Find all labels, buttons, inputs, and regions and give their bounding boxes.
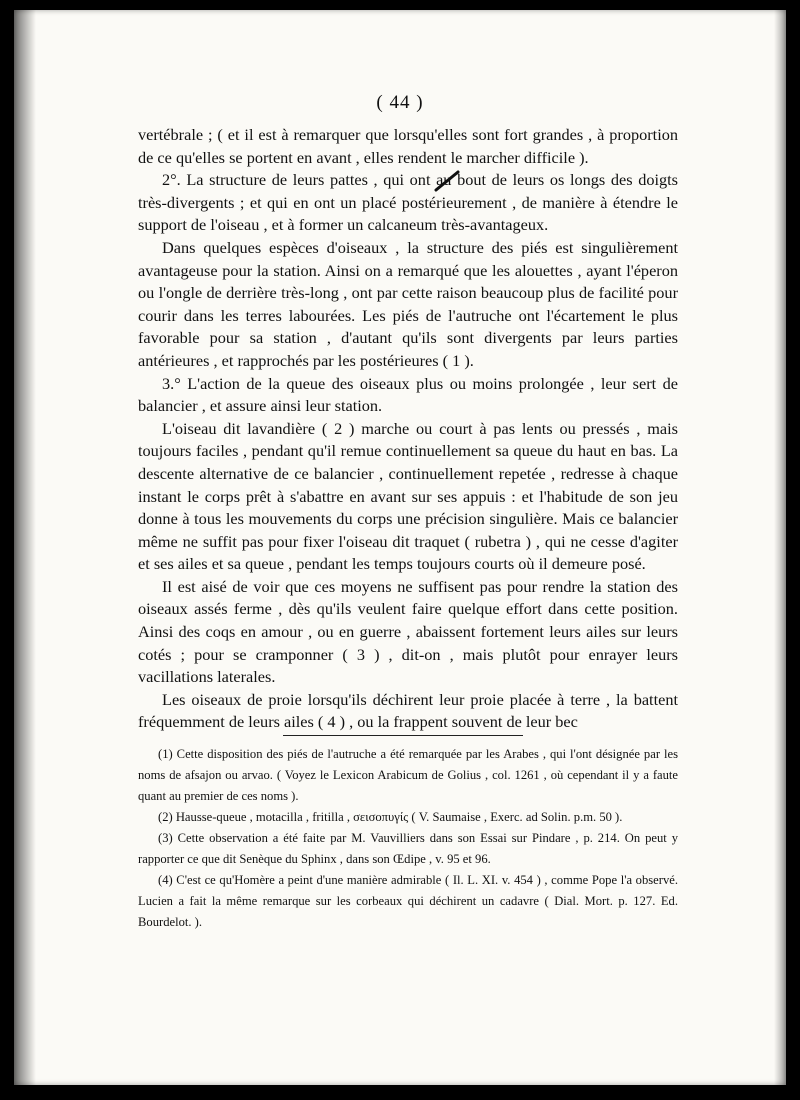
footnote: (3) Cette observation a été faite par M. Vauvilliers dans son Essai sur Pindare , p. 214. On peut y rapporter ce que dit Senèque du Sphinx , dans son Œdipe , v. 95 et 96. bbox=[138, 831, 678, 866]
page-edge-shadow bbox=[14, 10, 36, 1085]
main-text bbox=[138, 124, 678, 734]
footnote-divider bbox=[283, 735, 523, 736]
paragraph: Il est aisé de voir que ces moyens ne suffisent pas pour rendre la station des oiseaux assés ferme , dès qu'ils veulent faire quelque effort dans cette position. Ainsi des coqs en amour , ou en guerre , abaissent fortement leurs ailes sur leurs cotés ; pour se cramponner ( 3 ) , dit-on , mais plutôt pour enrayer leurs vacillations laterales. bbox=[138, 576, 678, 687]
page-number: ( 44 ) bbox=[376, 92, 424, 113]
paragraph: vertébrale ; ( et il est à remarquer que lorsqu'elles sont fort grandes , à proportion de ce qu'elles se portent en avant , elles rendent le marcher difficile ). bbox=[138, 125, 678, 167]
paragraph: 2°. La structure de leurs pattes , qui ont au bout de leurs os longs des doigts très-divergents ; et qui en ont un placé postérieurement , de manière à étendre le support de l'oiseau , et à former un calcaneum très-avantageux. bbox=[138, 170, 678, 235]
page-edge-shadow-right bbox=[774, 10, 786, 1085]
footnote: (1) Cette disposition des piés de l'autruche a été remarquée par les Arabes , qui l'ont désignée par les noms de afsajon ou arvao. ( Voyez le Lexicon Arabicum de Golius , col. 1261 , où cependant il y a faute quant au premier de ces noms ). bbox=[138, 747, 678, 803]
paragraph: 3.° L'action de la queue des oiseaux plus ou moins prolongée , leur sert de balancier , et assure ainsi leur station. bbox=[138, 373, 678, 416]
footnotes bbox=[138, 744, 678, 933]
footnote: (4) C'est ce qu'Homère a peint d'une manière admirable ( Il. L. XI. v. 454 ) , comme Pope l'a observé. Lucien a fait la même remarque sur les corbeaux qui déchirent un cadavre ( Dial. Mort. p. 127. Ed. Bourdelot. ). bbox=[138, 873, 678, 929]
paragraph: L'oiseau dit lavandière ( 2 ) marche ou court à pas lents ou pressés , mais toujours faciles , pendant qu'il remue continuellement sa queue du haut en bas. La descente alternative de ce balancier , continuellement repetée , redresse à chaque instant le corps prêt à s'abattre en avant sur ses appuis : et l'habitude de son jeu donne à tous les mouvements du corps une précision singulière. Mais ce balancier même ne suffit pas pour fixer l'oiseau dit traquet ( rubetra ) , qui ne cesse d'agiter et ses ailes et sa queue , pendant les temps toujours courts où il demeure posé. bbox=[138, 418, 678, 574]
paragraph: Les oiseaux de proie lorsqu'ils déchirent leur proie placée à terre , la battent fréquemment de leurs ailes ( 4 ) , ou la frappent souvent de leur bec bbox=[138, 689, 678, 732]
paragraph: Dans quelques espèces d'oiseaux , la structure des piés est singulièrement avantageuse pour la station. Ainsi on a remarqué que les alouettes , ayant l'éperon ou l'ongle de derrière très-long , ont par cette raison beaucoup plus de facilité pour courir dans les terres labourées. Les piés de l'autruche ont l'écartement le plus favorable pour sa station , d'autant qu'ils sont divergents par leurs parties antérieures , et rapprochés par les postérieures ( 1 ). bbox=[138, 237, 678, 370]
ink-stroke-mark bbox=[434, 170, 460, 192]
footnote: (2) Hausse-queue , motacilla , fritilla , σεισοπυγίς ( V. Saumaise , Exerc. ad Solin. p.m. 50 ). bbox=[158, 810, 623, 824]
